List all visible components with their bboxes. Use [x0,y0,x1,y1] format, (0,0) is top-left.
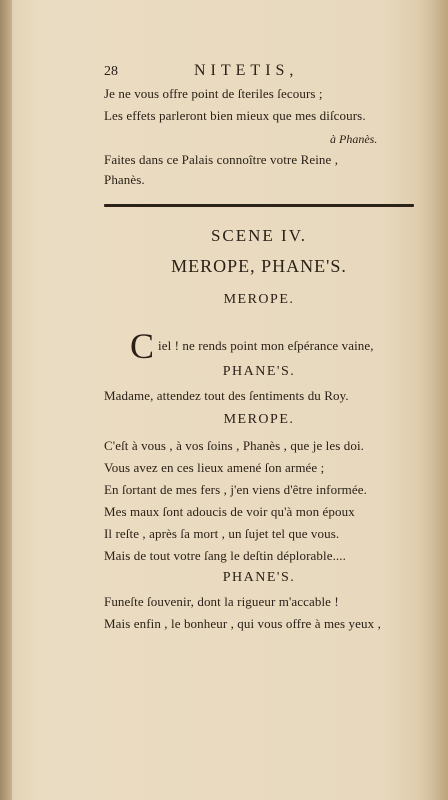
scene-title: SCENE IV. [210,226,308,245]
verse-line: Il reſte , après ſa mort , un ſujet tel que vous. [104,526,340,541]
verse-line: Je ne vous offre point de ſteriles ſecours ; [104,86,323,101]
verse-line: Mes maux ſont adoucis de voir qu'à mon époux [104,504,355,519]
scene-characters: MEROPE, PHANE'S. [171,256,347,276]
verse-line: Les effets parleront bien mieux que mes diſcours. [104,108,366,123]
speaker-name: PHANE'S. [222,364,296,379]
page-edge-shadow [418,0,448,800]
verse-line: iel ! ne rends point mon eſpérance vaine, [158,338,374,353]
verse-line: Mais de tout votre ſang le deſtin déplorable.... [104,548,346,563]
speaker-name: PHANE'S. [222,570,296,585]
section-rule [104,204,414,207]
running-title: NITETIS, [194,62,299,79]
verse-line: Madame, attendez tout des ſentiments du Roy. [104,388,349,403]
speaker-name: MEROPE. [223,292,295,307]
stage-direction: à Phanès. [330,132,378,146]
page-gutter [0,0,12,800]
verse-line: C'eſt à vous , à vos ſoins , Phanès , que je les doi. [104,438,365,453]
verse-line: Mais enfin , le bonheur , qui vous offre à mes yeux , [104,616,381,631]
verse-line: En ſortant de mes fers , j'en viens d'être informée. [104,482,367,497]
verse-line: Funeſte ſouvenir, dont la rigueur m'accable ! [104,594,339,609]
speaker-name: MEROPE. [223,412,295,427]
verse-line: Phanès. [104,172,145,187]
page-number: 28 [104,64,118,79]
verse-line: Vous avez en ces lieux amené ſon armée ; [104,460,325,475]
verse-line: Faites dans ce Palais connoître votre Reine , [104,152,339,167]
drop-capital: C [130,326,155,366]
